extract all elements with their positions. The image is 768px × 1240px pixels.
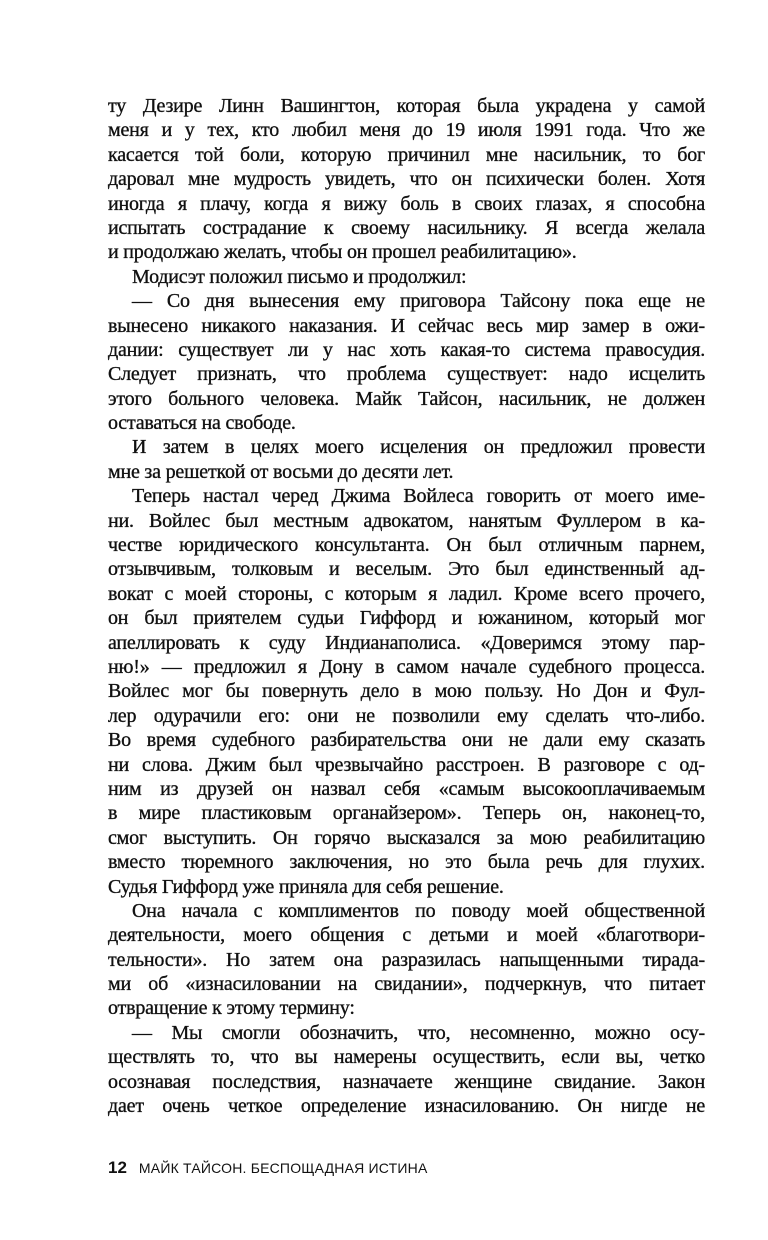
text-line: иногда я плачу, когда я вижу боль в своих глазах, я способна (108, 192, 705, 215)
text-line: И затем в целях моего исцеления он предложил провести (132, 436, 705, 459)
text-line: в мире пластиковым органайзером». Теперь он, наконец-то, (108, 802, 705, 825)
text-line: лер одурачили его: они не позволили ему сделать что-либо. (108, 704, 705, 727)
text-line: Теперь настал черед Джима Войлеса говорить от моего име- (132, 485, 705, 508)
text-line: смог выступить. Он горячо высказался за мою реабилитацию (108, 826, 705, 849)
text-line: он был приятелем судьи Гиффорд и южанином, который мог (108, 607, 705, 630)
text-line: ществлять то, что вы намерены осуществить, если вы, четко (108, 1046, 705, 1069)
text-line: тельности». Но затем она разразилась напыщенными тирада- (108, 948, 705, 971)
text-line: и продолжаю желать, чтобы он прошел реабилитацию». (108, 241, 577, 264)
text-line: оставаться на свободе. (108, 412, 296, 435)
text-line: вместо тюремного заключения, но это была речь для глухих. (108, 851, 705, 874)
text-line: ню!» — предложил я Дону в самом начале судебного процесса. (108, 655, 705, 678)
text-line: ни слова. Джим был чрезвычайно расстроен. В разговоре с од- (108, 753, 705, 776)
running-title: МАЙК ТАЙСОН. БЕСПОЩАДНАЯ ИСТИНА (138, 1160, 428, 1176)
text-line: ни. Войлес был местным адвокатом, нанятым Фуллером в ка- (108, 509, 705, 532)
page-number: 12 (108, 1158, 127, 1177)
text-line: мне за решеткой от восьми до десяти лет. (108, 460, 454, 483)
text-line: дает очень четкое определение изнасилованию. Он нигде не (108, 1095, 705, 1118)
text-line: апеллировать к суду Индианаполиса. «Доверимся этому пар- (108, 631, 705, 654)
text-line: Модисэт положил письмо и продолжил: (132, 265, 467, 288)
text-line: вынесено никакого наказания. И сейчас весь мир замер в ожи- (108, 314, 705, 337)
text-line: ми об «изнасиловании на свидании», подчеркнув, что питает (108, 973, 705, 996)
text-line: Войлес мог бы повернуть дело в мою пользу. Но Дон и Фул- (108, 680, 705, 703)
text-line: меня и у тех, кто любил меня до 19 июля 1991 года. Что же (108, 119, 705, 142)
text-line: вокат с моей стороны, с которым я ладил. Кроме всего прочего, (108, 582, 705, 605)
text-line: честве юридического консультанта. Он был отличным парнем, (108, 534, 705, 557)
text-line: отзывчивым, толковым и веселым. Это был единственный ад- (108, 558, 705, 581)
text-line: Следует признать, что проблема существует: надо исцелить (108, 363, 705, 386)
text-line: испытать сострадание к своему насильнику. Я всегда желала (108, 216, 705, 239)
page-footer (108, 1158, 428, 1178)
text-line: Во время судебного разбирательства они не дали ему сказать (108, 729, 705, 752)
text-line: ту Дезире Линн Вашингтон, которая была украдена у самой (108, 95, 705, 117)
text-line: — Мы смогли обозначить, что, несомненно, можно осу- (132, 1021, 705, 1044)
text-line: осознавая последствия, назначаете женщине свидание. Закон (108, 1070, 705, 1093)
text-line: дании: существует ли у нас хоть какая-то система правосудия. (108, 338, 705, 361)
text-line: Судья Гиффорд уже приняла для себя решение. (108, 875, 504, 898)
text-line: этого больного человека. Майк Тайсон, насильник, не должен (108, 387, 705, 410)
body-text (108, 94, 705, 1118)
text-line: Она начала с комплиментов по поводу моей общественной (132, 899, 705, 922)
text-line: отвращение к этому термину: (108, 997, 355, 1020)
text-line: — Со дня вынесения ему приговора Тайсону пока еще не (132, 290, 705, 313)
text-line: даровал мне мудрость увидеть, что он психически болен. Хотя (108, 168, 705, 191)
text-line: деятельности, моего общения с детьми и моей «благотвори- (108, 924, 705, 947)
text-line: касается той боли, которую причинил мне насильник, то бог (108, 143, 705, 166)
text-line: ним из друзей он назвал себя «самым высокооплачиваемым (108, 777, 705, 800)
